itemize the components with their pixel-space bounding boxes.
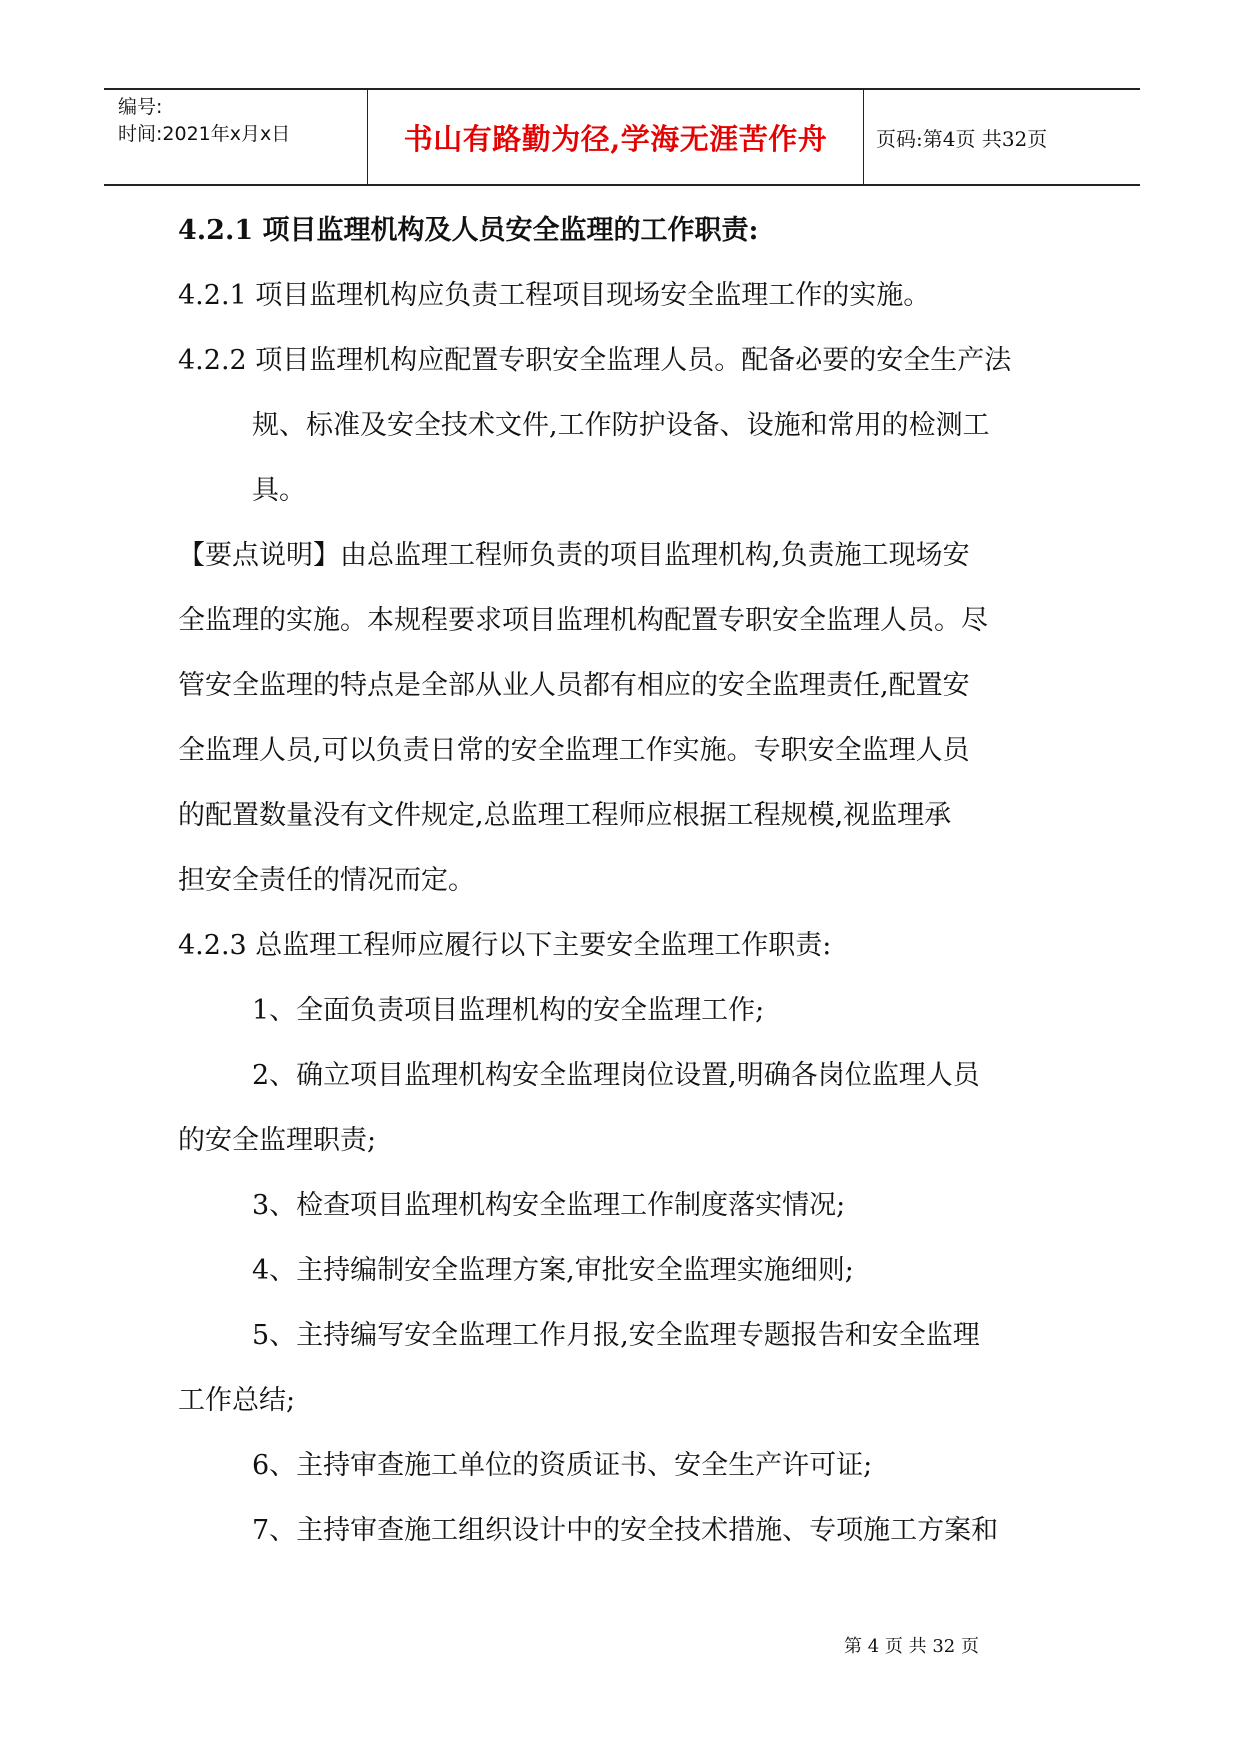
paragraph-line: 管安全监理的特点是全部从业人员都有相应的安全监理责任,配置安 xyxy=(178,670,970,701)
page-footer: 第 4 页 共 32 页 xyxy=(844,1636,979,1657)
list-item: 7、主持审查施工组织设计中的安全技术措施、专项施工方案和 xyxy=(252,1515,999,1546)
paragraph-line: 全监理的实施。本规程要求项目监理机构配置专职安全监理人员。尽 xyxy=(178,605,988,636)
paragraph-line: 的配置数量没有文件规定,总监理工程师应根据工程规模,视监理承 xyxy=(178,800,952,831)
list-item: 2、确立项目监理机构安全监理岗位设置,明确各岗位监理人员 xyxy=(252,1060,980,1091)
list-item: 1、全面负责项目监理机构的安全监理工作; xyxy=(252,995,765,1026)
paragraph-line: 4.2.2 项目监理机构应配置专职安全监理人员。配备必要的安全生产法 xyxy=(178,345,1012,376)
list-item: 4、主持编制安全监理方案,审批安全监理实施细则; xyxy=(252,1255,854,1286)
list-item-continuation: 的安全监理职责; xyxy=(178,1125,377,1156)
header-page-number: 页码:第4页 共32页 xyxy=(876,126,1048,151)
list-item-continuation: 工作总结; xyxy=(178,1385,296,1416)
paragraph-line: 担安全责任的情况而定。 xyxy=(178,865,475,896)
paragraph-line: 4.2.1 项目监理机构应负责工程项目现场安全监理工作的实施。 xyxy=(178,280,931,311)
paragraph-line: 规、标准及安全技术文件,工作防护设备、设施和常用的检测工 xyxy=(252,410,990,441)
section-heading: 4.2.1 项目监理机构及人员安全监理的工作职责: xyxy=(178,215,759,246)
paragraph-line: 【要点说明】由总监理工程师负责的项目监理机构,负责施工现场安 xyxy=(178,540,970,571)
header-motto: 书山有路勤为径,学海无涯苦作舟 xyxy=(368,90,864,184)
paragraph-line: 具。 xyxy=(252,475,306,506)
paragraph-line: 4.2.3 总监理工程师应履行以下主要安全监理工作职责: xyxy=(178,930,832,961)
header-meta xyxy=(104,90,368,184)
document-body xyxy=(178,198,1078,1563)
list-item: 3、检查项目监理机构安全监理工作制度落实情况; xyxy=(252,1190,846,1221)
paragraph-line: 全监理人员,可以负责日常的安全监理工作实施。专职安全监理人员 xyxy=(178,735,970,766)
number-label: 编号: xyxy=(118,96,163,118)
list-item: 6、主持审查施工单位的资质证书、安全生产许可证; xyxy=(252,1450,873,1481)
list-item: 5、主持编写安全监理工作月报,安全监理专题报告和安全监理 xyxy=(252,1320,980,1351)
time-label: 时间:2021年x月x日 xyxy=(118,123,291,145)
page-header xyxy=(104,88,1140,186)
